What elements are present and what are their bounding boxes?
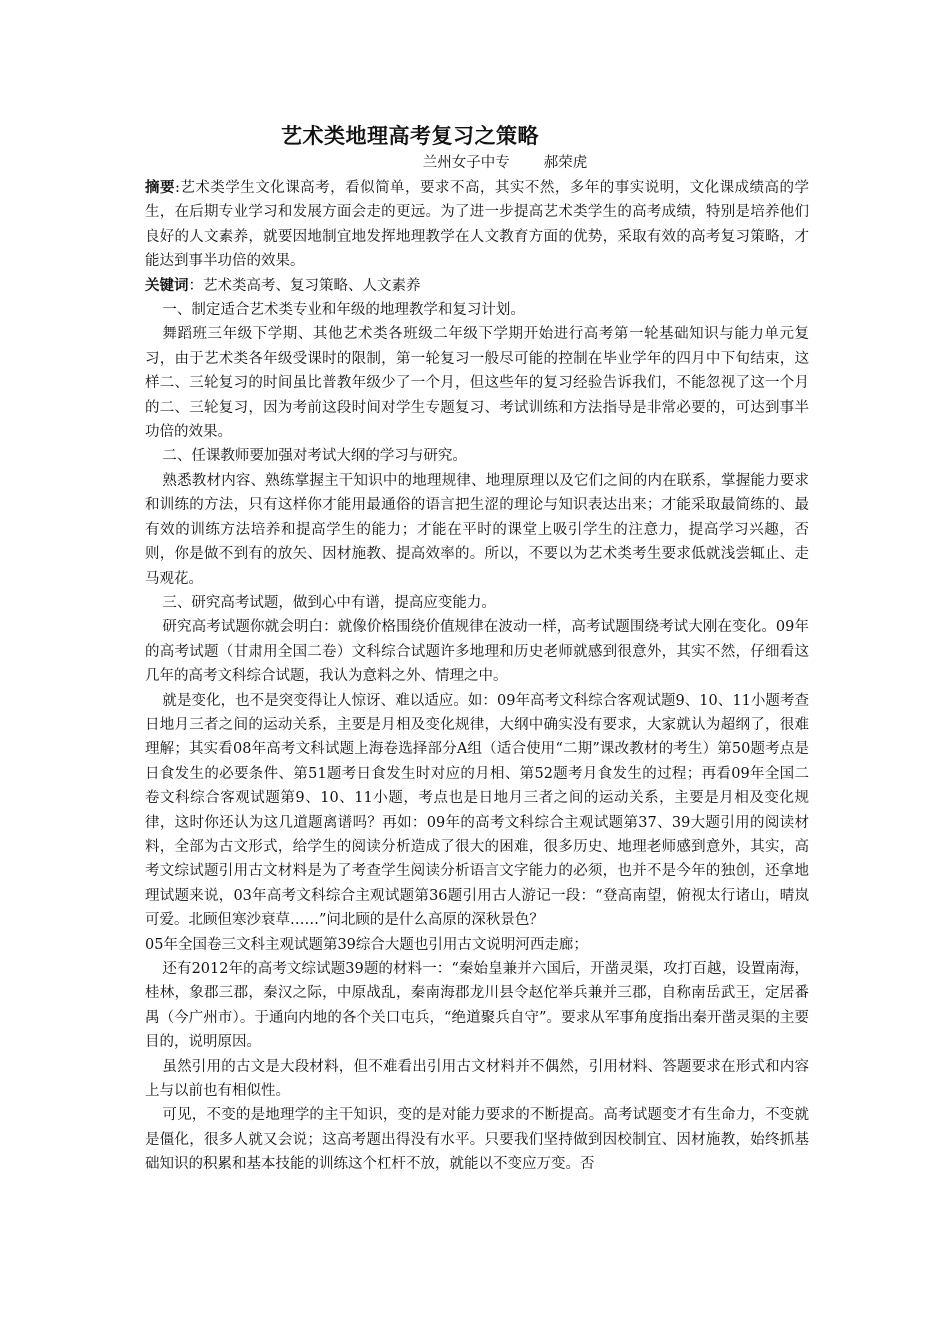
abstract-label: 摘要 xyxy=(145,180,175,196)
school-name: 兰州女子中专 xyxy=(422,155,510,171)
section-heading-2: 二、任课教师要加强对考试大纲的学习与研究。 xyxy=(162,448,467,465)
paragraph: 05年全国卷三文科主观试题第39综合大题也引用古文说明河西走廊； xyxy=(145,936,588,953)
paragraph: 可见，不变的是地理学的主干知识，变的是对能力要求的不断提高。高考试题变才有生命力，不变就是僵化，很多人就又会说；这高考题出得没有水平。只要我们坚持做到因校制宜、因材施教，始终抓基础知识的积累和基本技能的训练这个杠杆不放，就能以不变应万变。否 xyxy=(145,1107,809,1173)
section-heading-1: 一、制定适合艺术类专业和年级的地理教学和复习计划。 xyxy=(162,302,525,319)
paragraph: 熟悉教材内容、熟练掌握主干知识中的地理规律、地理原理以及它们之间的内在联系，掌握能力要求和训练的方法，只有这样你才能用最通俗的语言把生涩的理论与知识表达出来；才能采取最简练的、最有效的训练方法培养和提高学生的能力；才能在平时的课堂上吸引学生的注意力，提高学习兴趣，否则，你是做不到有的放矢、因材施教、提高效率的。所以，不要以为艺术类考生要求低就浅尝辄止、走马观花。 xyxy=(145,472,809,587)
keywords-label: 关键词 xyxy=(145,277,189,294)
author-name: 郝荣虎 xyxy=(543,155,588,171)
paragraph: 舞蹈班三年级下学期、其他艺术类各班级二年级下学期开始进行高考第一轮基础知识与能力单元复习，由于艺术类各年级受课时的限制，第一轮复习一般尽可能的控制在毕业学年的四月中下旬结束，这样二、三轮复习的时间虽比普教年级少了一个月，但这些年的复习经验告诉我们，不能忽视了这一个月的二、三轮复习，因为考前这段时间对学生专题复习、考试训练和方法指导是非常必要的，可达到事半功倍的效果。 xyxy=(145,326,809,441)
abstract xyxy=(145,176,809,274)
paragraph: 研究高考试题你就会明白：就像价格围绕价值规律在波动一样，高考试题围绕考试大刚在变化。09年的高考试题（甘肃用全国二卷）文科综合试题许多地理和历史老师就感到很意外，其实不然，仔细看这几年的高考文科综合试题，我认为意料之外、情理之中。 xyxy=(145,619,809,685)
section-heading-3: 三、研究高考试题，做到心中有谱，提高应变能力。 xyxy=(162,594,496,611)
keywords-text: ：艺术类高考、复习策略、人文素养 xyxy=(188,277,421,294)
paragraph: 还有2012年的高考文综试题39题的材料一：“秦始皇兼并六国后，开凿灵渠，攻打百越，设置南海，桂林，象郡三郡，秦汉之际，中原战乱，秦南海郡龙川县令赵佗举兵兼并三郡，自称南岳武王，定居番禺（今广州市）。于通向内地的各个关口屯兵，“绝道聚兵自守”。要求从军事角度指出秦开凿灵渠的主要目的，说明原因。 xyxy=(145,961,809,1051)
paragraph: 虽然引用的古文是大段材料，但不难看出引用古文材料并不偶然，引用材料、答题要求在形式和内容上与以前也有相似性。 xyxy=(145,1058,809,1100)
document-title: 艺术类地理高考复习之策略 xyxy=(281,124,539,148)
paragraph: 就是变化，也不是突变得让人惊讶、难以适应。如：09年高考文科综合客观试题9、10、11小题考查日地月三者之间的运动关系，主要是月相及变化规律，大纲中确实没有要求，大家就认为超纲了，很难理解；其实看08年高考文科试题上海卷选择部分A组（适合使用“二期”课改教材的考生）第50题考点是日食发生的必要条件、第51题考日食发生时对应的月相、第52题考月食发生的过程；再看09年全国二卷文科综合客观试题第9、10、11小题，考点也是日地月三者之间的运动关系，主要是月相及变化规律，这时你还认为这几道题离谱吗？再如：09年的高考文科综合主观试题第37、39大题引用的阅读材料，全部为古文形式，给学生的阅读分析造成了很大的困难，很多历史、地理老师感到意外，其实，高考文综试题引用古文材料是为了考查学生阅读分析语言文字能力的必须，也并不是今年的独创，还拿地理试题来说，03年高考文科综合主观试题第36题引用古人游记一段：“登高南望，俯视太行诸山，晴岚可爱。北顾但寒沙衰草……”问北顾的是什么高原的深秋景色？ xyxy=(145,692,809,929)
document-body xyxy=(145,176,809,1177)
abstract-text: :艺术类学生文化课高考，看似简单，要求不高，其实不然，多年的事实说明，文化课成绩高的学生，在后期专业学习和发展方面会走的更远。为了进一步提高艺术类学生的高考成绩，特别是培养他们良好的人文素养，就要因地制宜地发挥地理教学在人文教育方面的优势，采取有效的高考复习策略，才能达到事半功倍的效果。 xyxy=(145,180,809,270)
keywords xyxy=(145,274,809,298)
byline xyxy=(0,151,950,172)
